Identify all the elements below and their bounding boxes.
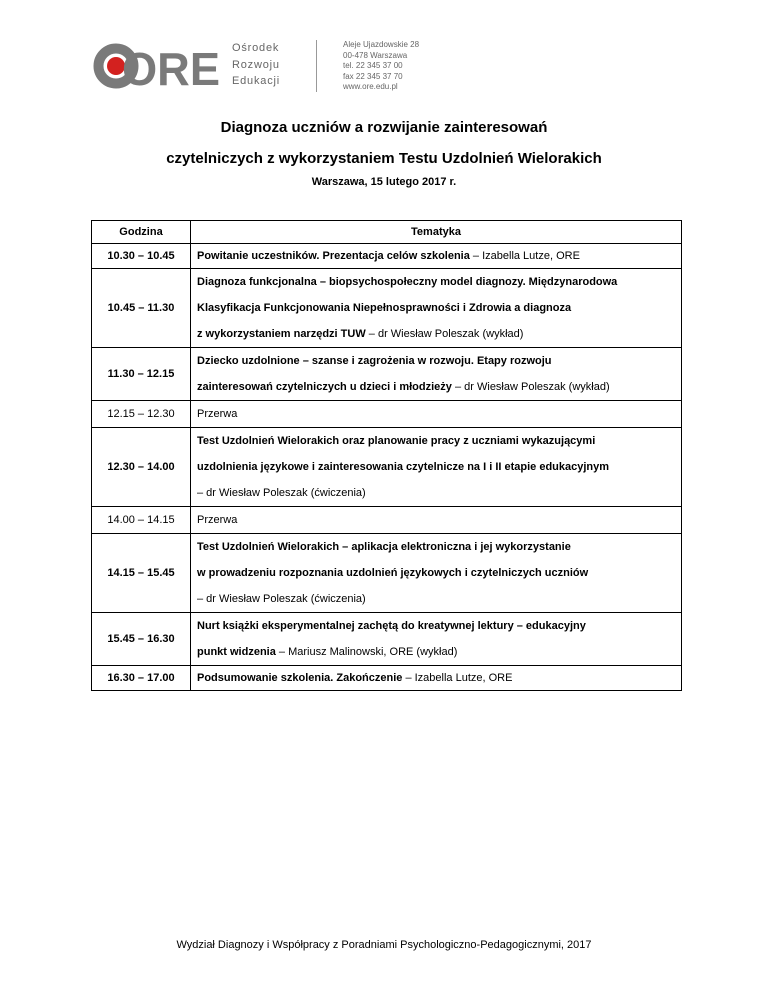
time-cell: 14.00 – 14.15	[92, 507, 191, 534]
topic-speaker: – dr Wiesław Poleszak (wykład)	[365, 328, 524, 340]
topic-speaker: – dr Wiesław Poleszak (wykład)	[451, 381, 610, 393]
topic-line	[197, 244, 675, 268]
ore-logo	[92, 42, 224, 92]
contact-line: 00-478 Warszawa	[343, 50, 408, 60]
table-row	[92, 613, 682, 666]
topic-line	[197, 269, 675, 295]
institution-name	[232, 40, 280, 90]
time-cell: 12.15 – 12.30	[92, 401, 191, 428]
topic-title: Dziecko uzdolnione – szanse i zagrożenia w rozwoju. Etapy rozwoju	[197, 355, 552, 367]
topic-speaker: – dr Wiesław Poleszak (ćwiczenia)	[197, 593, 366, 605]
topic-title: Powitanie uczestników. Prezentacja celów szkolenia	[197, 250, 470, 262]
contact-line: tel. 22 345 37 00	[343, 61, 403, 70]
topic-title: uzdolnienia językowe i zainteresowania czytelnicze na I i II etapie edukacyjnym	[197, 461, 610, 473]
topic-speaker: Przerwa	[197, 408, 238, 420]
topic-line	[197, 401, 675, 427]
topic-title: Test Uzdolnień Wielorakich oraz planowanie pracy z uczniami wykazującymi	[197, 435, 596, 447]
topic-title: Nurt książki eksperymentalnej zachętą do kreatywnej lektury – edukacyjny	[197, 620, 586, 632]
table-row	[92, 348, 682, 401]
contact-line: fax 22 345 37 70	[343, 71, 403, 81]
topic-cell	[191, 401, 682, 428]
topic-speaker: – Mariusz Malinowski, ORE (wykład)	[275, 646, 458, 658]
letterhead	[92, 38, 432, 96]
topic-title: w prowadzeniu rozpoznania uzdolnień językowych i czytelniczych uczniów	[197, 567, 589, 579]
topic-title: Diagnoza funkcjonalna – biopsychospołeczny model diagnozy. Międzynarodowa	[197, 276, 618, 288]
topic-cell	[191, 666, 682, 691]
topic-speaker: – dr Wiesław Poleszak (ćwiczenia)	[197, 487, 366, 499]
contact-line: www.ore.edu.pl	[343, 82, 398, 91]
topic-title: zainteresowań czytelniczych u dzieci i młodzieży	[197, 381, 452, 393]
topic-line	[197, 295, 675, 321]
topic-cell	[191, 348, 682, 401]
table-header-row	[92, 221, 682, 244]
header-time: Godzina	[92, 221, 191, 244]
table-row	[92, 666, 682, 691]
document-title-line-2: czytelniczych z wykorzystaniem Testu Uzdolnień Wielorakich	[166, 150, 602, 167]
time-cell: 10.45 – 11.30	[92, 269, 191, 348]
contact-line: Aleje Ujazdowskie 28	[343, 40, 420, 49]
topic-title: Test Uzdolnień Wielorakich – aplikacja elektroniczna i jej wykorzystanie	[197, 541, 571, 553]
table-row	[92, 534, 682, 613]
topic-line	[197, 534, 675, 560]
topic-line	[197, 560, 675, 586]
time-cell: 10.30 – 10.45	[92, 244, 191, 269]
topic-speaker: Przerwa	[197, 514, 238, 526]
topic-line	[197, 507, 675, 533]
topic-title: Klasyfikacja Funkcjonowania Niepełnosprawności i Zdrowia a diagnoza	[197, 302, 572, 314]
topic-cell	[191, 613, 682, 666]
logo-text: ORE	[122, 43, 220, 92]
topic-line	[197, 639, 675, 665]
time-cell: 12.30 – 14.00	[92, 428, 191, 507]
document-title-line-1: Diagnoza uczniów a rozwijanie zainteresowań	[220, 119, 548, 136]
divider	[316, 40, 317, 92]
topic-title: z wykorzystaniem narzędzi TUW	[197, 328, 366, 340]
topic-speaker: – Izabella Lutze, ORE	[402, 672, 513, 684]
topic-line	[197, 348, 675, 374]
topic-title: Podsumowanie szkolenia. Zakończenie	[197, 672, 403, 684]
topic-title: punkt widzenia	[197, 646, 276, 658]
topic-line	[197, 374, 675, 400]
table-row	[92, 244, 682, 269]
topic-speaker: – Izabella Lutze, ORE	[469, 250, 580, 262]
topic-line	[197, 613, 675, 639]
topic-line	[197, 321, 675, 347]
time-cell: 14.15 – 15.45	[92, 534, 191, 613]
time-cell: 16.30 – 17.00	[92, 666, 191, 691]
topic-line	[197, 428, 675, 454]
topic-cell	[191, 428, 682, 507]
topic-line	[197, 586, 675, 612]
contact-block	[343, 40, 419, 93]
footer: Wydział Diagnozy i Współpracy z Poradniami Psychologiczno-Pedagogicznymi, 2017	[176, 939, 592, 951]
schedule-table	[91, 220, 682, 691]
topic-cell	[191, 507, 682, 534]
topic-cell	[191, 269, 682, 348]
name-line: Rozwoju	[232, 58, 280, 71]
name-line: Edukacji	[232, 75, 280, 87]
time-cell: 15.45 – 16.30	[92, 613, 191, 666]
header-topic: Tematyka	[191, 221, 682, 244]
topic-cell	[191, 244, 682, 269]
table-row	[92, 428, 682, 507]
time-cell: 11.30 – 12.15	[92, 348, 191, 401]
topic-cell	[191, 534, 682, 613]
topic-line	[197, 666, 675, 690]
table-row	[92, 401, 682, 428]
table-row	[92, 269, 682, 348]
table-row	[92, 507, 682, 534]
name-line: Ośrodek	[232, 42, 280, 54]
topic-line	[197, 480, 675, 506]
topic-line	[197, 454, 675, 480]
document-date: Warszawa, 15 lutego 2017 r.	[311, 176, 457, 188]
